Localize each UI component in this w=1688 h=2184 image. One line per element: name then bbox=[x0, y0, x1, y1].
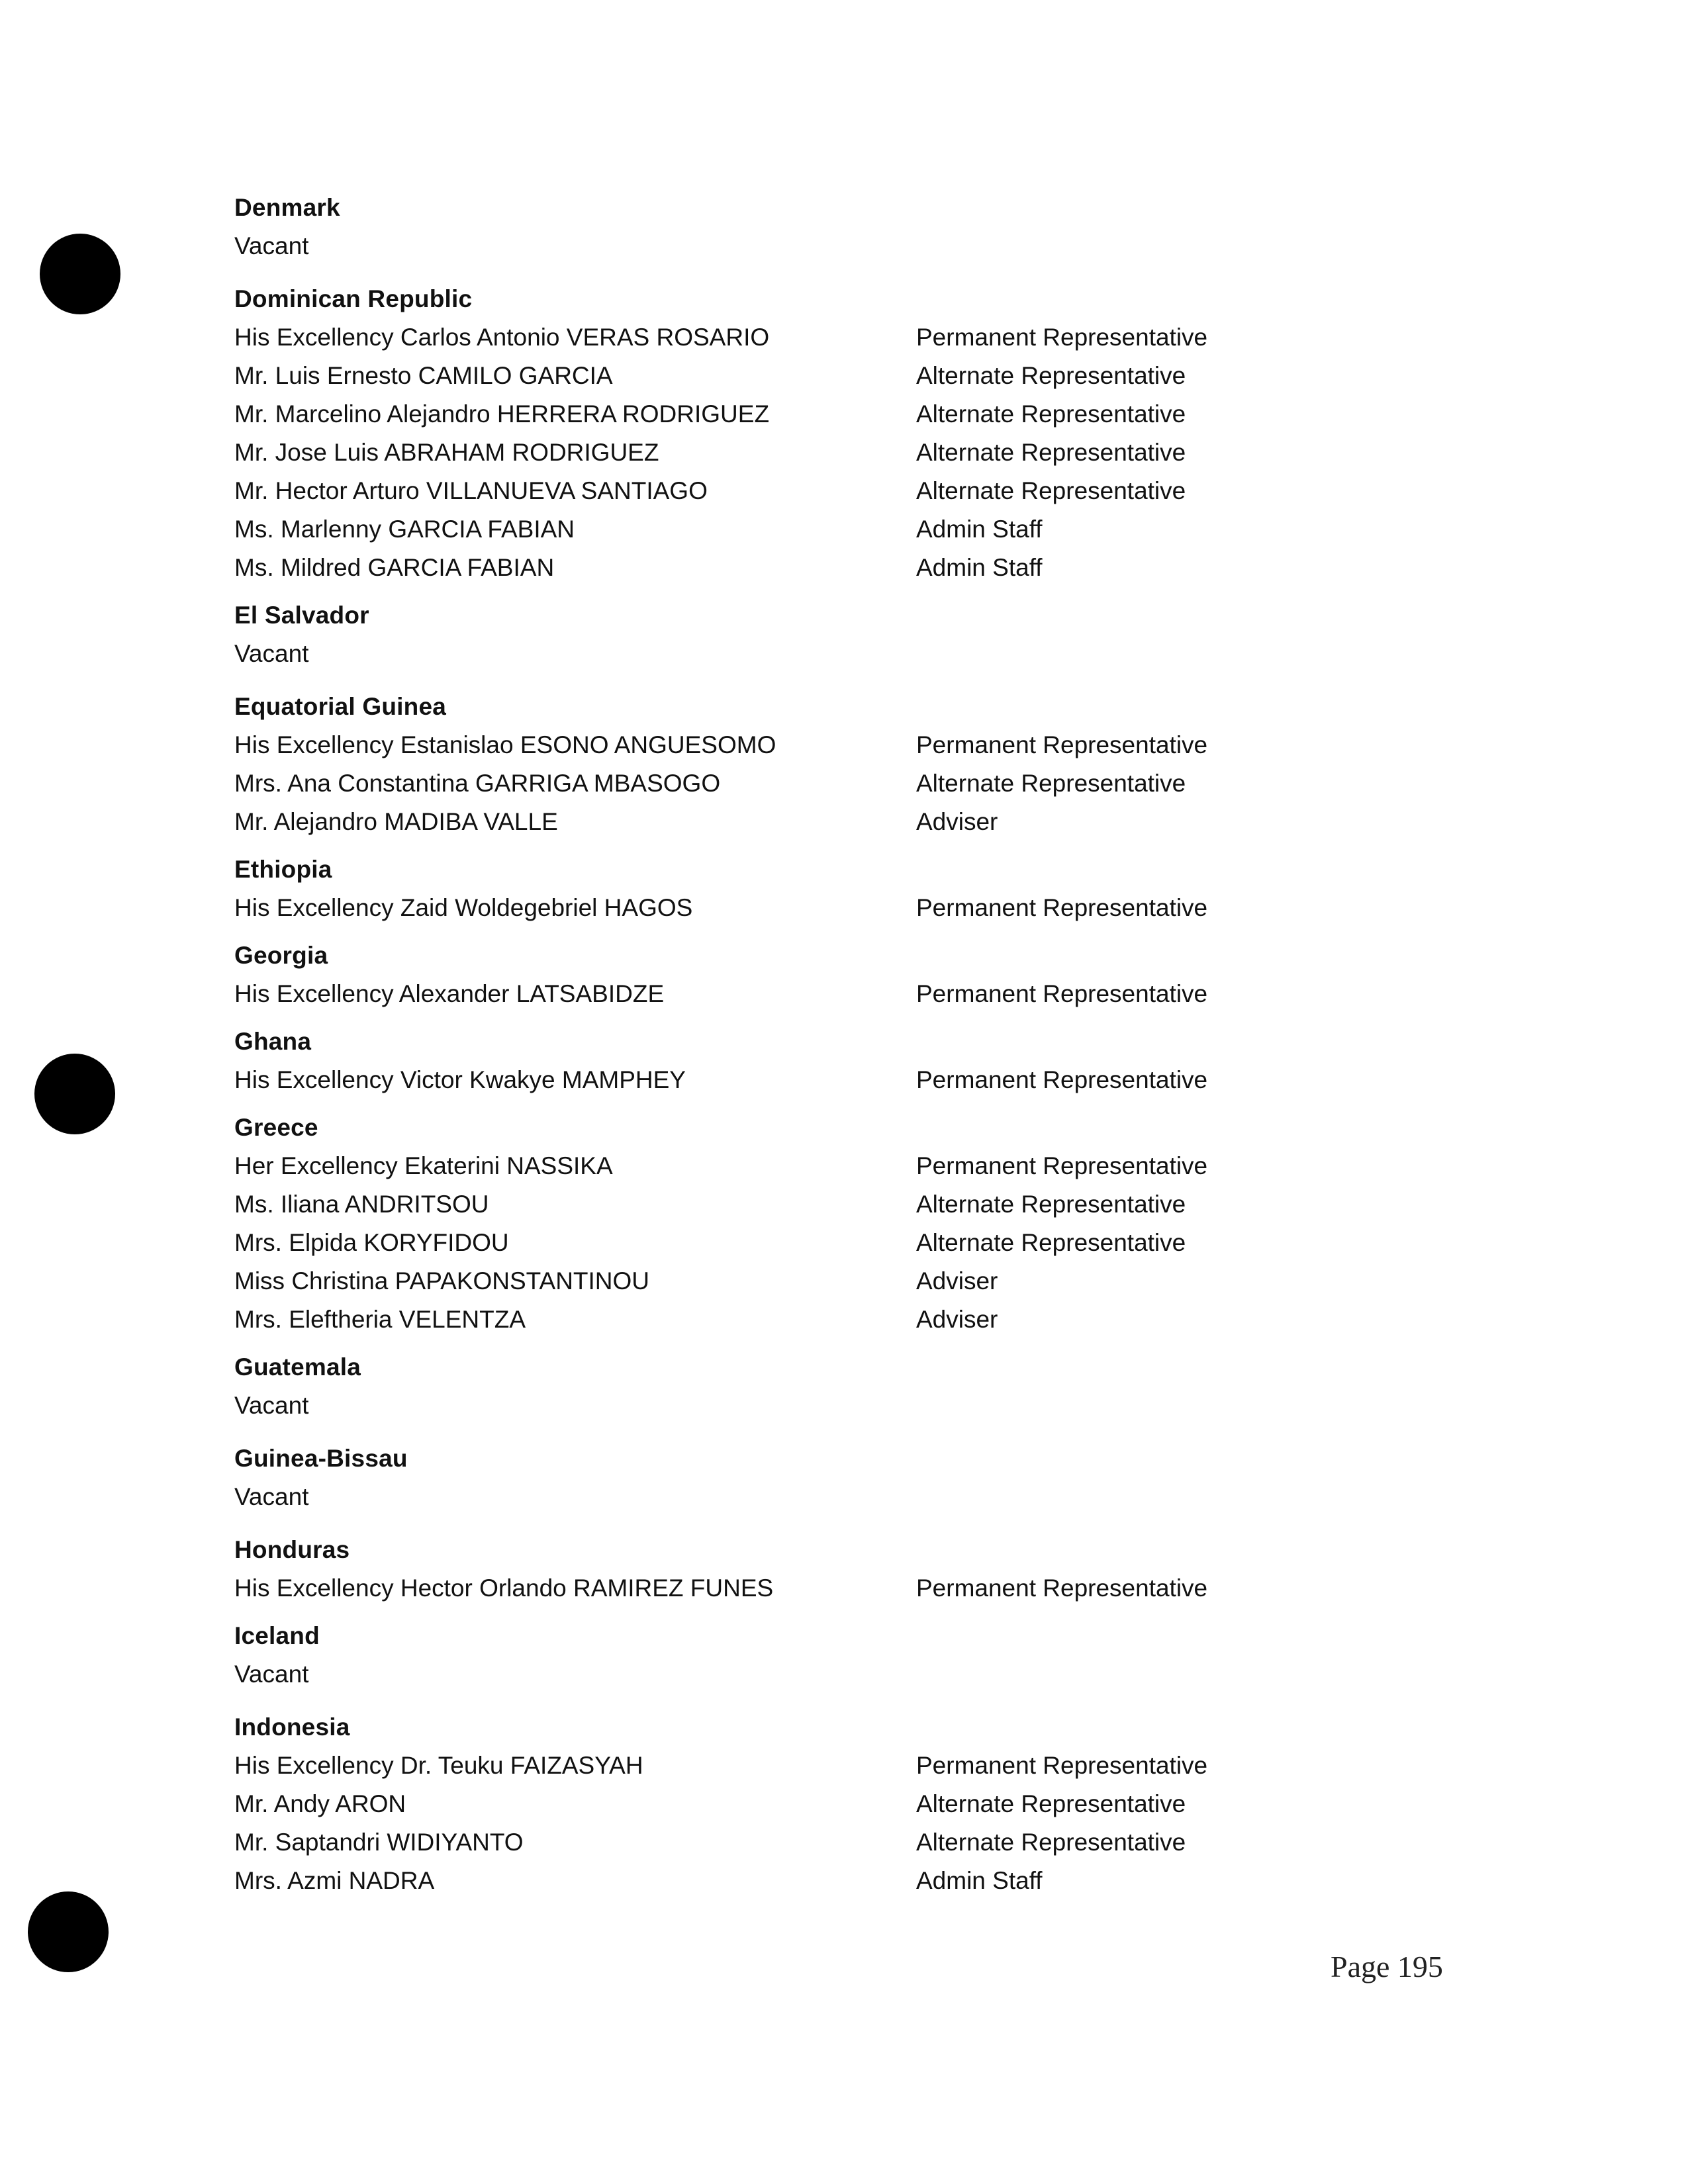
member-row bbox=[234, 803, 1360, 841]
member-role: Alternate Representative bbox=[916, 362, 1186, 389]
member-row bbox=[234, 1862, 1360, 1900]
member-name: Ms. Marlenny GARCIA FABIAN bbox=[234, 516, 575, 543]
country-section bbox=[234, 1348, 1360, 1425]
country-name: Indonesia bbox=[234, 1713, 350, 1741]
member-row bbox=[234, 472, 1360, 510]
member-role: Permanent Representative bbox=[916, 1574, 1208, 1602]
country-section bbox=[234, 936, 1360, 1013]
member-row bbox=[234, 1569, 1360, 1608]
country-section bbox=[234, 1109, 1360, 1339]
member-name: Mr. Marcelino Alejandro HERRERA RODRIGUEZ bbox=[234, 400, 770, 428]
member-row bbox=[234, 1185, 1360, 1224]
country-name: Guatemala bbox=[234, 1353, 361, 1381]
member-name: Mr. Andy ARON bbox=[234, 1790, 406, 1817]
member-name: Vacant bbox=[234, 232, 309, 259]
member-role: Alternate Representative bbox=[916, 477, 1186, 504]
member-row bbox=[234, 635, 1360, 673]
member-row bbox=[234, 889, 1360, 927]
member-name: Mr. Saptandri WIDIYANTO bbox=[234, 1829, 524, 1856]
country-name: Ethiopia bbox=[234, 856, 332, 883]
member-role: Permanent Representative bbox=[916, 324, 1208, 351]
member-name: His Excellency Carlos Antonio VERAS ROSARIO bbox=[234, 324, 770, 351]
member-role: Permanent Representative bbox=[916, 894, 1208, 921]
member-name: Mr. Jose Luis ABRAHAM RODRIGUEZ bbox=[234, 439, 659, 466]
country-name: Ghana bbox=[234, 1028, 312, 1055]
member-role: Alternate Representative bbox=[916, 770, 1186, 797]
member-row bbox=[234, 764, 1360, 803]
country-section bbox=[234, 280, 1360, 587]
member-role: Alternate Representative bbox=[916, 1191, 1186, 1218]
country-section bbox=[234, 1617, 1360, 1694]
country-name: Honduras bbox=[234, 1536, 350, 1563]
country-name: Dominican Republic bbox=[234, 285, 473, 312]
member-role: Alternate Representative bbox=[916, 439, 1186, 466]
member-name: Mr. Luis Ernesto CAMILO GARCIA bbox=[234, 362, 613, 389]
member-role: Alternate Representative bbox=[916, 1229, 1186, 1256]
member-row bbox=[234, 1655, 1360, 1694]
member-row bbox=[234, 1061, 1360, 1099]
country-section bbox=[234, 850, 1360, 927]
punch-hole-icon bbox=[40, 234, 120, 314]
member-name: His Excellency Estanislao ESONO ANGUESOMO bbox=[234, 731, 776, 758]
member-row bbox=[234, 395, 1360, 433]
member-row bbox=[234, 510, 1360, 549]
member-name: Mrs. Azmi NADRA bbox=[234, 1867, 435, 1894]
member-role: Permanent Representative bbox=[916, 1752, 1208, 1779]
page-number: Page 195 bbox=[1331, 1950, 1443, 1983]
punch-hole-icon bbox=[34, 1054, 115, 1134]
member-row bbox=[234, 549, 1360, 587]
member-name: His Excellency Victor Kwakye MAMPHEY bbox=[234, 1066, 686, 1093]
country-section bbox=[234, 1531, 1360, 1608]
member-role: Alternate Representative bbox=[916, 1829, 1186, 1856]
member-role: Adviser bbox=[916, 1267, 998, 1295]
member-role: Permanent Representative bbox=[916, 1152, 1208, 1179]
member-row bbox=[234, 433, 1360, 472]
member-name: Vacant bbox=[234, 1661, 309, 1688]
member-name: Mrs. Ana Constantina GARRIGA MBASOGO bbox=[234, 770, 721, 797]
member-role: Permanent Representative bbox=[916, 980, 1208, 1007]
member-role: Alternate Representative bbox=[916, 1790, 1186, 1817]
member-row bbox=[234, 1262, 1360, 1300]
member-row bbox=[234, 1147, 1360, 1185]
member-name: His Excellency Hector Orlando RAMIREZ FUNES bbox=[234, 1574, 774, 1602]
member-name: Mrs. Eleftheria VELENTZA bbox=[234, 1306, 526, 1333]
member-name: Ms. Mildred GARCIA FABIAN bbox=[234, 554, 555, 581]
country-name: Equatorial Guinea bbox=[234, 693, 447, 720]
member-row bbox=[234, 318, 1360, 357]
member-row bbox=[234, 1747, 1360, 1785]
member-role: Admin Staff bbox=[916, 1867, 1043, 1894]
member-name: Vacant bbox=[234, 640, 309, 667]
country-section bbox=[234, 596, 1360, 673]
country-name: Guinea-Bissau bbox=[234, 1445, 408, 1472]
country-list bbox=[234, 189, 1360, 1909]
member-row bbox=[234, 1224, 1360, 1262]
country-name: Greece bbox=[234, 1114, 318, 1141]
country-section bbox=[234, 688, 1360, 841]
member-row bbox=[234, 1785, 1360, 1823]
member-name: Mr. Hector Arturo VILLANUEVA SANTIAGO bbox=[234, 477, 708, 504]
country-section bbox=[234, 189, 1360, 265]
member-role: Alternate Representative bbox=[916, 400, 1186, 428]
member-row bbox=[234, 1478, 1360, 1516]
member-name: Mr. Alejandro MADIBA VALLE bbox=[234, 808, 558, 835]
country-section bbox=[234, 1023, 1360, 1099]
member-name: Vacant bbox=[234, 1392, 309, 1419]
country-name: El Salvador bbox=[234, 602, 369, 629]
country-name: Denmark bbox=[234, 194, 340, 221]
member-role: Permanent Representative bbox=[916, 731, 1208, 758]
country-name: Georgia bbox=[234, 942, 328, 969]
member-row bbox=[234, 1823, 1360, 1862]
member-name: Miss Christina PAPAKONSTANTINOU bbox=[234, 1267, 650, 1295]
member-row bbox=[234, 1300, 1360, 1339]
member-row bbox=[234, 726, 1360, 764]
member-name: His Excellency Dr. Teuku FAIZASYAH bbox=[234, 1752, 643, 1779]
member-name: Ms. Iliana ANDRITSOU bbox=[234, 1191, 489, 1218]
member-row bbox=[234, 975, 1360, 1013]
member-role: Permanent Representative bbox=[916, 1066, 1208, 1093]
country-section bbox=[234, 1439, 1360, 1516]
member-row bbox=[234, 1387, 1360, 1425]
member-name: Vacant bbox=[234, 1483, 309, 1510]
member-name: His Excellency Alexander LATSABIDZE bbox=[234, 980, 665, 1007]
member-role: Admin Staff bbox=[916, 516, 1043, 543]
country-name: Iceland bbox=[234, 1622, 320, 1649]
member-role: Admin Staff bbox=[916, 554, 1043, 581]
member-name: Her Excellency Ekaterini NASSIKA bbox=[234, 1152, 613, 1179]
member-role: Adviser bbox=[916, 808, 998, 835]
country-section bbox=[234, 1708, 1360, 1900]
member-name: Mrs. Elpida KORYFIDOU bbox=[234, 1229, 509, 1256]
member-row bbox=[234, 227, 1360, 265]
member-name: His Excellency Zaid Woldegebriel HAGOS bbox=[234, 894, 693, 921]
member-row bbox=[234, 357, 1360, 395]
punch-hole-icon bbox=[28, 1891, 109, 1972]
member-role: Adviser bbox=[916, 1306, 998, 1333]
